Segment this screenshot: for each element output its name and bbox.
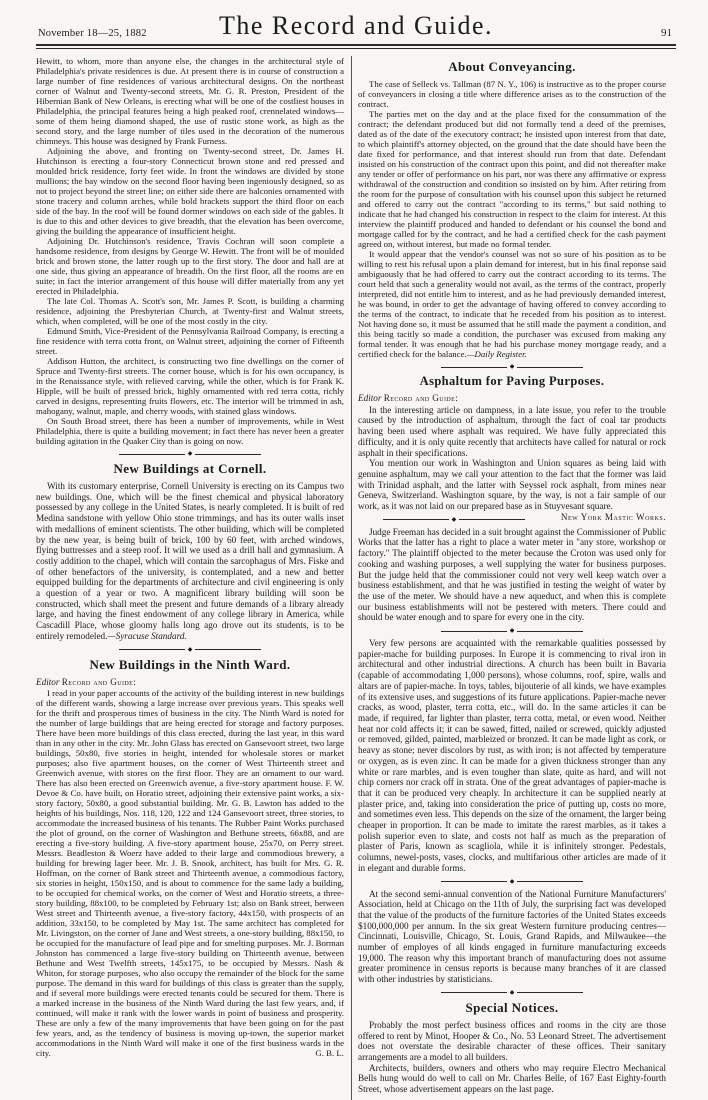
paragraph (36, 481, 344, 642)
divider-line (383, 519, 449, 520)
letter-salutation (358, 393, 666, 404)
paragraph: At the second semi-annual convention of the National Furniture Manufacturers' Association, held at Chicago on the 11th of July, the surprising fact was developed that the value of the products of the furniture factories of the United States exceeds $100,000,000 per annum. In the six great Western furniture producing centres—Cincinnati, Louisville, Chicago, St. Louis, Grand Rapids, and Milwaukee—the number of employes of all kinds engaged in furniture manufacturing exceeds 19,000. The reason why this important branch of manufacturing does not assume greater prominence in census reports is because many branches of it are classed with other industries by statisticians. (358, 888, 666, 985)
header-double-rule (36, 44, 676, 49)
divider-line (517, 881, 583, 882)
editor-addressee: Record and Guide: (383, 393, 459, 403)
diamond-icon: ◆ (509, 878, 515, 885)
two-column-body (36, 56, 676, 1100)
divider-line (119, 649, 185, 650)
diamond-icon: ◆ (187, 646, 193, 653)
paragraph (358, 458, 666, 522)
paragraph: Hewitt, to whom, more than anyone else, the changes in the architectural style of Philadelphia's private residences is due. At present there is in course of construction a large number of fine residences of various architectural designs. On the northeast corner of Walnut and Twenty-second streets, Mr. G. R. Preston, President of the Hibernian Bank of New Orleans, is erecting what will be one of the costliest houses in Philadelphia, the principal features being a high peaked roof, crennelated windows—some of them being diamond shaped, the use of rustic stone work, as high as the second story, and the large number of tiles used in the decoration of the numerous chimneys. This house was designed by Frank Furness. (36, 56, 344, 146)
paragraph: Edmund Smith, Vice-President of the Pennsylvania Railroad Company, is erecting a fine residence with terra cotta front, on Walnut street, adjoining the corner of Fifteenth street. (36, 326, 344, 356)
paragraph: Adjoining the above, and fronting on Twenty-second street, Dr. James H. Hutchinson is erecting a four-story Connecticut brown stone and red pressed and moulded brick residence, forty feet wide. In front the windows are divided by stone mullions; the bay window on the second floor having been ingeniously designed, so as not to project beyond the street line; on either side there are balconies ornamented with stone tracery and column arches, while bold brackets support the third floor on each side of the bay. In the roof will be found dormer windows on each side of the gables. It is due to this and other devices to give breadth, that the elevation has been overcome, giving the building the appearance of insufficient height. (36, 146, 344, 236)
divider-line (517, 992, 583, 993)
attribution: —Daily Register. (466, 349, 527, 359)
article-ninth-ward (36, 657, 344, 1059)
paragraph-text: It would appear that the vendor's counsel was not so sure of his position as to be willing to rest his refusal upon a plain demand for interest, but in his final reponse said ambiguously that he had offered to carry out the contract according to its terms. The court held that such a generality would not avail, as the terms of the contract, properly interpreted, did not entitle him to interest, and as he had previously demanded interest, he was bound, in order to get the advantage of having offered to convey according to the terms of the contract, to indicate that he receded from his position as to interest. Not having done so, it must be assumed that he still made the payment a condition, and this being tacitly so made a condition, the purchaser was excused from making any formal tender. It was enough that he had his purchase money mortgage ready, and a certified check for the balance. (358, 249, 666, 359)
paragraph (358, 249, 666, 359)
divider-line (441, 992, 507, 993)
paragraph: Very few persons are acquainted with the remarkable qualities possessed by papier-mache for building purposes. In Europe it is commencing to rival iron in architectural and other industrial directions. A church has been built in Bavaria (capable of accommodating 1,000 persons), whose columns, roof, spire, walls and altars are of papier-mache. In toys, tables, bijouterie of all kinds, we have examples of its extensive uses, and suggestions of its future applications. Papier-mache never cracks, as wood, plaster, terra cotta, etc., will do. In the same articles it can be made, if required, far lighter than plaster, terra cotta, metal, or even wood. Neither heat nor cold affects it; it can be sawed, fitted, nailed or screwed, quickly adjusted or removed, gilded, painted, marbleized or bronzed. It can be made light as cork, or heavy as stone; never discolors by rust, as with iron; is not affected by temperature or oxygen, as is even zinc. It can be made for a given thickness stronger than any white or rare marbles, and is even tougher than slate, quite as hard, and will not chip corners nor crack off in strata. One of the great advantages of papier-mache is that it can be produced very cheaply. In architecture it can be supplied nearly at plaster price, and, taking into consideration the price of putting up, costs no more, and sometimes even less. This depends on the size of the ornament, the larger being cheaper in proportion. It can be made to imitate the rarest marbles, as it takes a polish superior even to slate, and costs not half as much as the preparation of plaster of Paris, known as scagliola, while it is infinitely stronger. Pedestals, columns, newel-posts, vases, clocks, and multifarious other articles are made of it in elegant and durable forms. (358, 638, 666, 873)
column-divider-rule (351, 56, 352, 1100)
article-asphaltum (358, 374, 666, 522)
divider-line (441, 367, 507, 368)
article-philadelphia-buildings (36, 56, 344, 446)
section-divider (358, 364, 666, 370)
article-papier-mache (358, 638, 666, 873)
divider-line (517, 367, 583, 368)
issue-date: November 18—25, 1882 (38, 28, 147, 39)
page-number: 91 (661, 27, 672, 39)
divider-line (441, 631, 507, 632)
paragraph: Judge Freeman has decided in a suit brought against the Commissioner of Public Works that the latter has a right to place a water meter in "any store, workshop or factory." The plaintiff objected to the meter because the Croton was used only for cooking and washing purposes, a well supplying the water for business purposes. But the judge held that the commissioner could not very well keep watch over a business establishment, and that he was justified in testing the weight of water by the use of the meter. We should have a new aqueduct, and when this is complete our business establishments will not be pestered with meters. There could and should be water enough and to spare for every one in the city. (358, 526, 667, 623)
section-divider (358, 879, 666, 885)
diamond-icon: ◆ (509, 989, 515, 996)
article-furniture-convention (358, 889, 666, 985)
paragraph: Probably the most perfect business offices and rooms in the city are those offered to rent by Minot, Hooper & Co., No. 53 Leonard Street. The advertisement does not overstate the desirable character of these offices. Their sanitary arrangements are a model to all builders. (358, 1019, 666, 1062)
attribution: —Syracuse Standard. (107, 630, 187, 641)
section-divider (358, 990, 666, 996)
diamond-icon: ◆ (451, 516, 457, 523)
article-conveyancing (358, 59, 666, 359)
divider-line (517, 631, 583, 632)
right-column (358, 56, 666, 1100)
paragraph-text: You mention our work in Washington and Union squares as being laid with genuine asphaltum, may we call your attention to the fact that the former was laid with Trinidad asphalt, and the latter with Seyssel rock asphalt, from mines near Geneva, Switzerland. Washington square, by the way, is not a fair sample of our work, as it was not laid on our prepared base as in Stuyvesant square. (358, 458, 666, 512)
paragraph-text: With its customary enterprise, Cornell University is erecting on its Campus two new buildings. One, which will be the finest chemical and physical laboratory possessed by any college in the United States, is nearly completed. It is built of red Medina sandstone with yellow Ohio stone trimmings, and has its outer walls inset with medallions of eminent scientists. The other building, which will be completed by the new year, is being built of brick, 100 by 60 feet, with arched windows, flying buttresses and a steep roof. It will we used as a drill hall and gymnasium. A costly addition to the chapel, which will contain the sarcophagus of Mrs. Fiske and of other benefactors of the university, is contemplated, and a new and better equipped building for the departments of architecture and civil engineering is only a question of a year or two. A magnificent library building will soon be constructed, which shall meet the present and future demands of a library already large, and having the finest endowment of any college library in America, while Cascadill Place, whose gloomy halls long ago drove out its students, is to be entirely remodeled. (36, 481, 344, 641)
paragraph: In the interesting article on dampness, in a late issue, you refer to the trouble caused by the introduction of asphaltum, through the fact of coal tar products having been used where asphalt was required. We have fully appreciated this difficulty, and it is only quite recently that architects have called for natural or rock asphalt in their specifications. (358, 404, 666, 458)
signature: G. B. L. (315, 1048, 344, 1059)
article-cornell (36, 461, 344, 642)
article-water-meter (358, 527, 666, 623)
paragraph-text: I read in your paper accounts of the activity of the building interest in new buildings of the different wards, showing a large increase over previous years. This speaks well for the thrift and prosperous times of business in the city. The Ninth Ward is noted for the number of large buildings that are being erected for storage and factory purposes. There have been more buildings of this class erected, during the last year, in this ward than in any other in the city. Mr. John Glass has erected on Gansevoort street, two large buildings, 50x80, five stories in height, intended for wholesale stores or market purposes; also five apartment houses, on the corner of West Thirteenth street and Greenwich avenue, with stores on the first floor. They are an ornament to our ward. There has also been erected on Greenwich avenue, a five-story apartment house. F. W. Devoe & Co. have built, on Horatio street, adjoining their extensive paint works, a six-story factory, 50x80, a good substantial building. Mr. G. B. Lawton has added to the heights of his buildings, Nos. 118, 120, 122 and 124 Gansevoort street, three stories, to accommodate the increased business of his tenants. The Rubber Paint Works purchased the plot of ground, on the corner of Washington and Bethune streets, 66x88, and are erecting a five-story building. A five-story apartment house, 25x70, on Perry street. Messrs. Beadleston & Woerz have added to their large and commodious brewery, a building for brewing lager beer. Mr. J. B. Snook, architect, has built for Mrs. G. R. Hoffman, on the corner of Bank street and Thirteenth avenue, a commodious factory, six stories in height, 150x150, and is about to commence for the same lady a building, to be occupied for chemical works, on the corner of West and Horatio streets, a three-story building, 88x100, to be completed by February 1st; also on Bank street, between West street and Thirteenth avenue, a five-story factory, 44x150, with prospects of an addition, 33x150, to be completed by May 1st. The same architect has completed for Mr. Livingston, on the corner of Jane and West streets, a one-story building, 88x150, to be occupied for the manufacture of lead pipe and for smelting purposes. Mr. J. Borman Johnston has commenced a large five-story building on Thirteenth avenue, between Bethune and West Twelfth streets, 145x175, to be occupied by Messrs. Nash & Whiton, for storage purposes, who also occupy the remainder of the block for the same purpose. The demand in this ward for buildings of this class is greater than the supply, and if several more buildings were erected tenants could be secured for them. There is a marked increase in the business of the Ninth Ward during the last few years, and, if continued, will make it rank with the lower wards in point of business and prosperity. These are only a few of the many improvements that have been going on for the past few years, and, as the tendency of business is moving up-town, the superior market accommodations in the Ninth Ward will make it one of the first business wards in the city. (36, 688, 344, 1059)
divider-line (459, 519, 525, 520)
paragraph: The case of Selleck vs. Tallman (87 N. Y., 106) is instructive as to the proper course of conveyancers in closing a title where difference arises as to the construction of the contract. (358, 79, 666, 109)
section-divider (358, 517, 550, 523)
article-heading: New Buildings in the Ninth Ward. (89, 656, 291, 672)
signature: New York Mastic Works. (560, 511, 666, 522)
article-heading: About Conveyancing. (448, 59, 576, 74)
article-heading: Special Notices. (465, 999, 559, 1015)
diamond-icon: ◆ (187, 451, 193, 457)
masthead-title: The Record and Guide. (218, 11, 494, 40)
diamond-icon: ◆ (509, 364, 515, 370)
divider-line (119, 454, 185, 455)
page-header (36, 10, 676, 42)
paragraph: Addison Hutton, the architect, is constructing two fine dwellings on the corner of Spruce and Twenty-first streets. The corner house, which is for his own occupancy, is in the Renaissance style, with relieved carving, while the other, which is for Frank K. Hipple, will be built of pressed brick, highly ornamented with red terra cotta, richly carved in designs, representing fruits flowers, etc. The interior will be trimmed in ash, mahogany, walnut, maple, and cherry woods, with stained glass windows. (36, 356, 344, 416)
section-divider (36, 451, 344, 457)
paragraph: The late Col. Thomas A. Scott's son, Mr. James P. Scott, is building a charming residence, adjoining the Presbyterian Church, at Twenty-first and Walnut streets, which, when completed, will be one of the most costly in the city. (36, 296, 344, 326)
article-heading: New Buildings at Cornell. (113, 461, 267, 476)
divider-line (441, 881, 507, 882)
editor-label: Editor (36, 676, 60, 687)
letter-salutation (36, 677, 344, 688)
section-divider (358, 628, 666, 634)
paragraph (36, 688, 344, 1058)
editor-label: Editor (358, 393, 382, 403)
article-special-notices (358, 1000, 666, 1095)
paragraph: On South Broad street, there has been a number of improvements, while in West Philadelphia, there is quite a building movement; in fact there has never been a greater building agitation in the Quaker City than is going on now. (36, 416, 344, 446)
divider-line (195, 454, 261, 455)
divider-line (195, 649, 261, 650)
diamond-icon: ◆ (509, 628, 515, 635)
editor-addressee: Record and Guide: (61, 676, 137, 687)
section-divider (36, 647, 344, 653)
paragraph: Adjoining Dr. Hutchinson's residence, Travis Cochran will soon complete a handsome residence, from designs by George W. Hewitt. The front will be of moulded brick and brown stone, the latter rough up to the first story. The door and hall are at one side, thus giving an appearance of breadth. On the first floor, all the rooms are en suite; in fact the interior arrangement of this house will differ materially from any yet erected in Philadelphia. (36, 236, 344, 296)
paragraph: The parties met on the day and at the place fixed for the consummation of the contract; the defendant produced but did not formally tend a deed of the premises, dated as of the date of the executory contract; he insisted upon interest from that date, to which plaintiff's attorney objected, on the ground that the date should have been the date fixed for performance, and that interest should run from that date. Defendant insisted on his construction of the contract upon this point, and did not thereafter make any tender or offer of performance on his part, nor was there any affirmative or express withdrawal of the construction and condition so insisted on by him. After retiring from the room for the purpose of consultation with his counsel upon this subject he returned and offered to carry out the contract "according to its terms," but said nothing to indicate that he had changed his construction in respect to the claim for interest. At this interview the plaintiff produced and handed to defendant or his counsel the bond and mortgage called for by the contract, and he had a certified check for the cash payment agreed on, without interest, but made no formal tender. (358, 109, 666, 249)
paragraph: Architects, builders, owners and others who may require Electro Mechanical Bells hung would do well to call on Mr. Charles Belle, of 167 East Eighty-fourth Street, whose advertisement appears on the last page. (358, 1062, 666, 1095)
article-heading: Asphaltum for Paving Purposes. (419, 374, 605, 388)
left-column (36, 56, 344, 1100)
